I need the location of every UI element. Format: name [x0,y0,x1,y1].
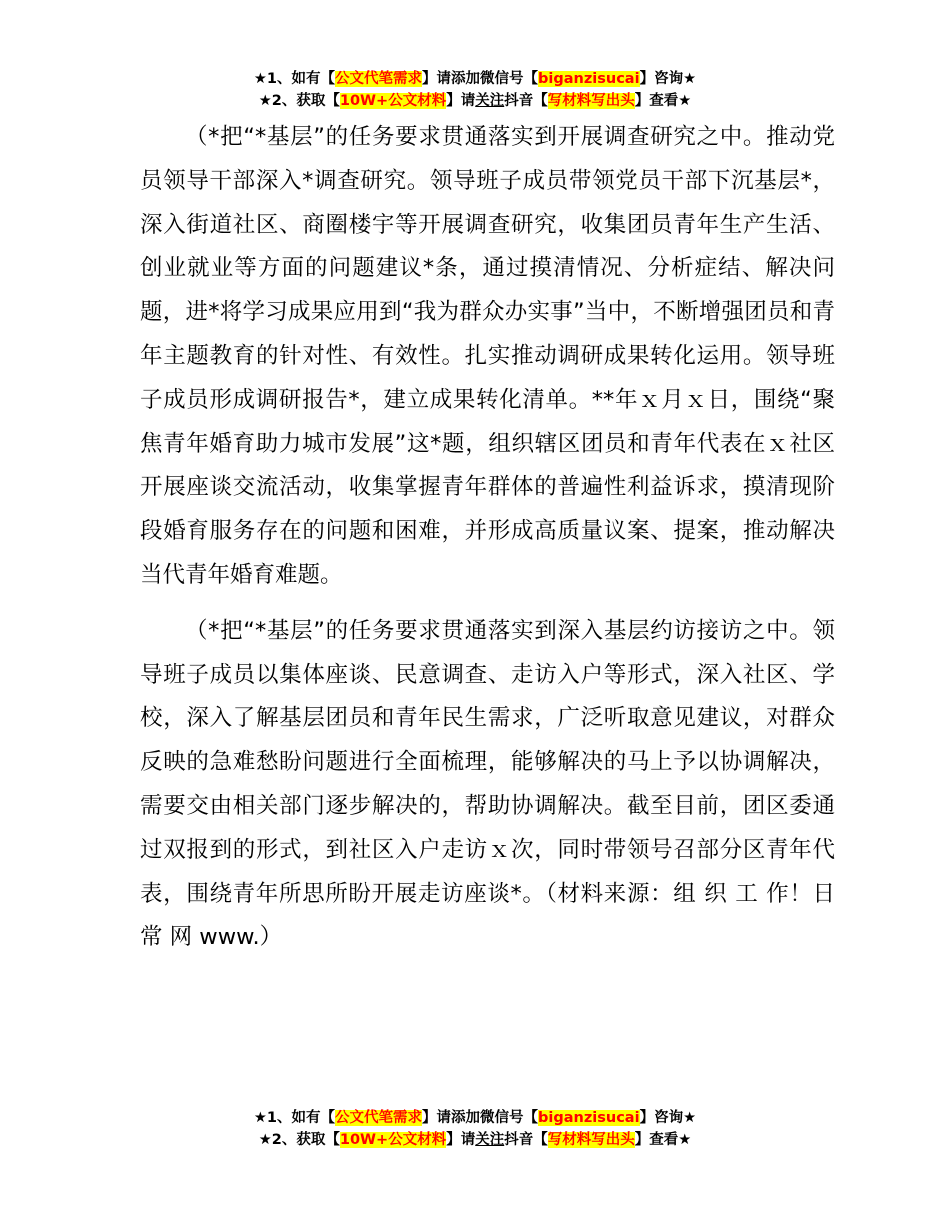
footer-line-2-emphasis: 关注 [475,1132,505,1148]
footer-line-2-highlight-materials: 10W+公文材料 [339,1132,447,1148]
header-line-1-text-b: 微信号【 [480,71,539,87]
footer-line-2 [0,1129,950,1151]
footer-line-2-suffix: 】查看★ [634,1132,692,1148]
header-line-2-highlight-materials: 10W+公文材料 [339,93,447,109]
footer-line-1-highlight-service: 公文代笔需求 [335,1110,423,1126]
footer-line-2-text-a: 】请 [446,1132,476,1148]
header-line-1-suffix: 】咨询★ [639,71,697,87]
document-body [140,116,835,960]
footer-line-2-prefix: ★2、获取【 [258,1132,340,1148]
header-line-1-emphasis: 添加 [451,71,481,87]
header-line-2-text-a: 】请 [446,93,476,109]
header-line-1-highlight-wechat: biganzisucai [538,71,640,87]
header-line-2-suffix: 】查看★ [634,93,692,109]
header-banner [0,68,950,112]
footer-line-1-emphasis: 添加 [451,1110,481,1126]
footer-banner [0,1107,950,1151]
footer-line-1-prefix: ★1、如有【 [253,1110,336,1126]
header-line-1-prefix: ★1、如有【 [253,71,336,87]
footer-line-1-text-b: 微信号【 [480,1110,539,1126]
footer-line-1-suffix: 】咨询★ [639,1110,697,1126]
header-line-2-prefix: ★2、获取【 [258,93,340,109]
header-line-2-highlight-douyin: 写材料写出头 [547,93,635,109]
paragraph-2: （*把“*基层”的任务要求贯通落实到深入基层约访接访之中。领导班子成员以集体座谈、民意调查、走访入户等形式，深入社区、学校，深入了解基层团员和青年民生需求，广泛听取意见建议，对群众反映的急难愁盼问题进行全面梳理，能够解决的马上予以协调解决，需要交由相关部门逐步解决的，帮助协调解决。截至目前，团区委通过双报到的形式，到社区入户走访ｘ次，同时带领号召部分区青年代表，围绕青年所思所盼开展走访座谈*。（材料来源：组 织 工 作！日 常 网 www.） [140,617,835,951]
paragraph-1: （*把“*基层”的任务要求贯通落实到开展调查研究之中。推动党员领导干部深入*调查研究。领导班子成员带领党员干部下沉基层*，深入街道社区、商圈楼宇等开展调查研究，收集团员青年生产生活、创业就业等方面的问题建议*条，通过摸清情况、分析症结、解决问题，进*将学习成果应用到“我为群众办实事”当中，不断增强团员和青年主题教育的针对性、有效性。扎实推动调研成果转化运用。领导班子成员形成调研报告*，建立成果转化清单。**年ｘ月ｘ日，围绕“聚焦青年婚育助力城市发展”这*题，组织辖区团员和青年代表在ｘ社区开展座谈交流活动，收集掌握青年群体的普遍性利益诉求，摸清现阶段婚育服务存在的问题和困难，并形成高质量议案、提案，推动解决当代青年婚育难题。 [140,124,835,588]
header-line-2-text-b: 抖音【 [504,93,548,109]
header-line-2 [0,90,950,112]
footer-line-1-text-a: 】请 [422,1110,452,1126]
header-line-1-highlight-service: 公文代笔需求 [335,71,423,87]
footer-line-1 [0,1107,950,1129]
header-line-1-text-a: 】请 [422,71,452,87]
footer-line-1-highlight-wechat: biganzisucai [538,1110,640,1126]
footer-line-2-highlight-douyin: 写材料写出头 [547,1132,635,1148]
header-line-1 [0,68,950,90]
header-line-2-emphasis: 关注 [475,93,505,109]
footer-line-2-text-b: 抖音【 [504,1132,548,1148]
